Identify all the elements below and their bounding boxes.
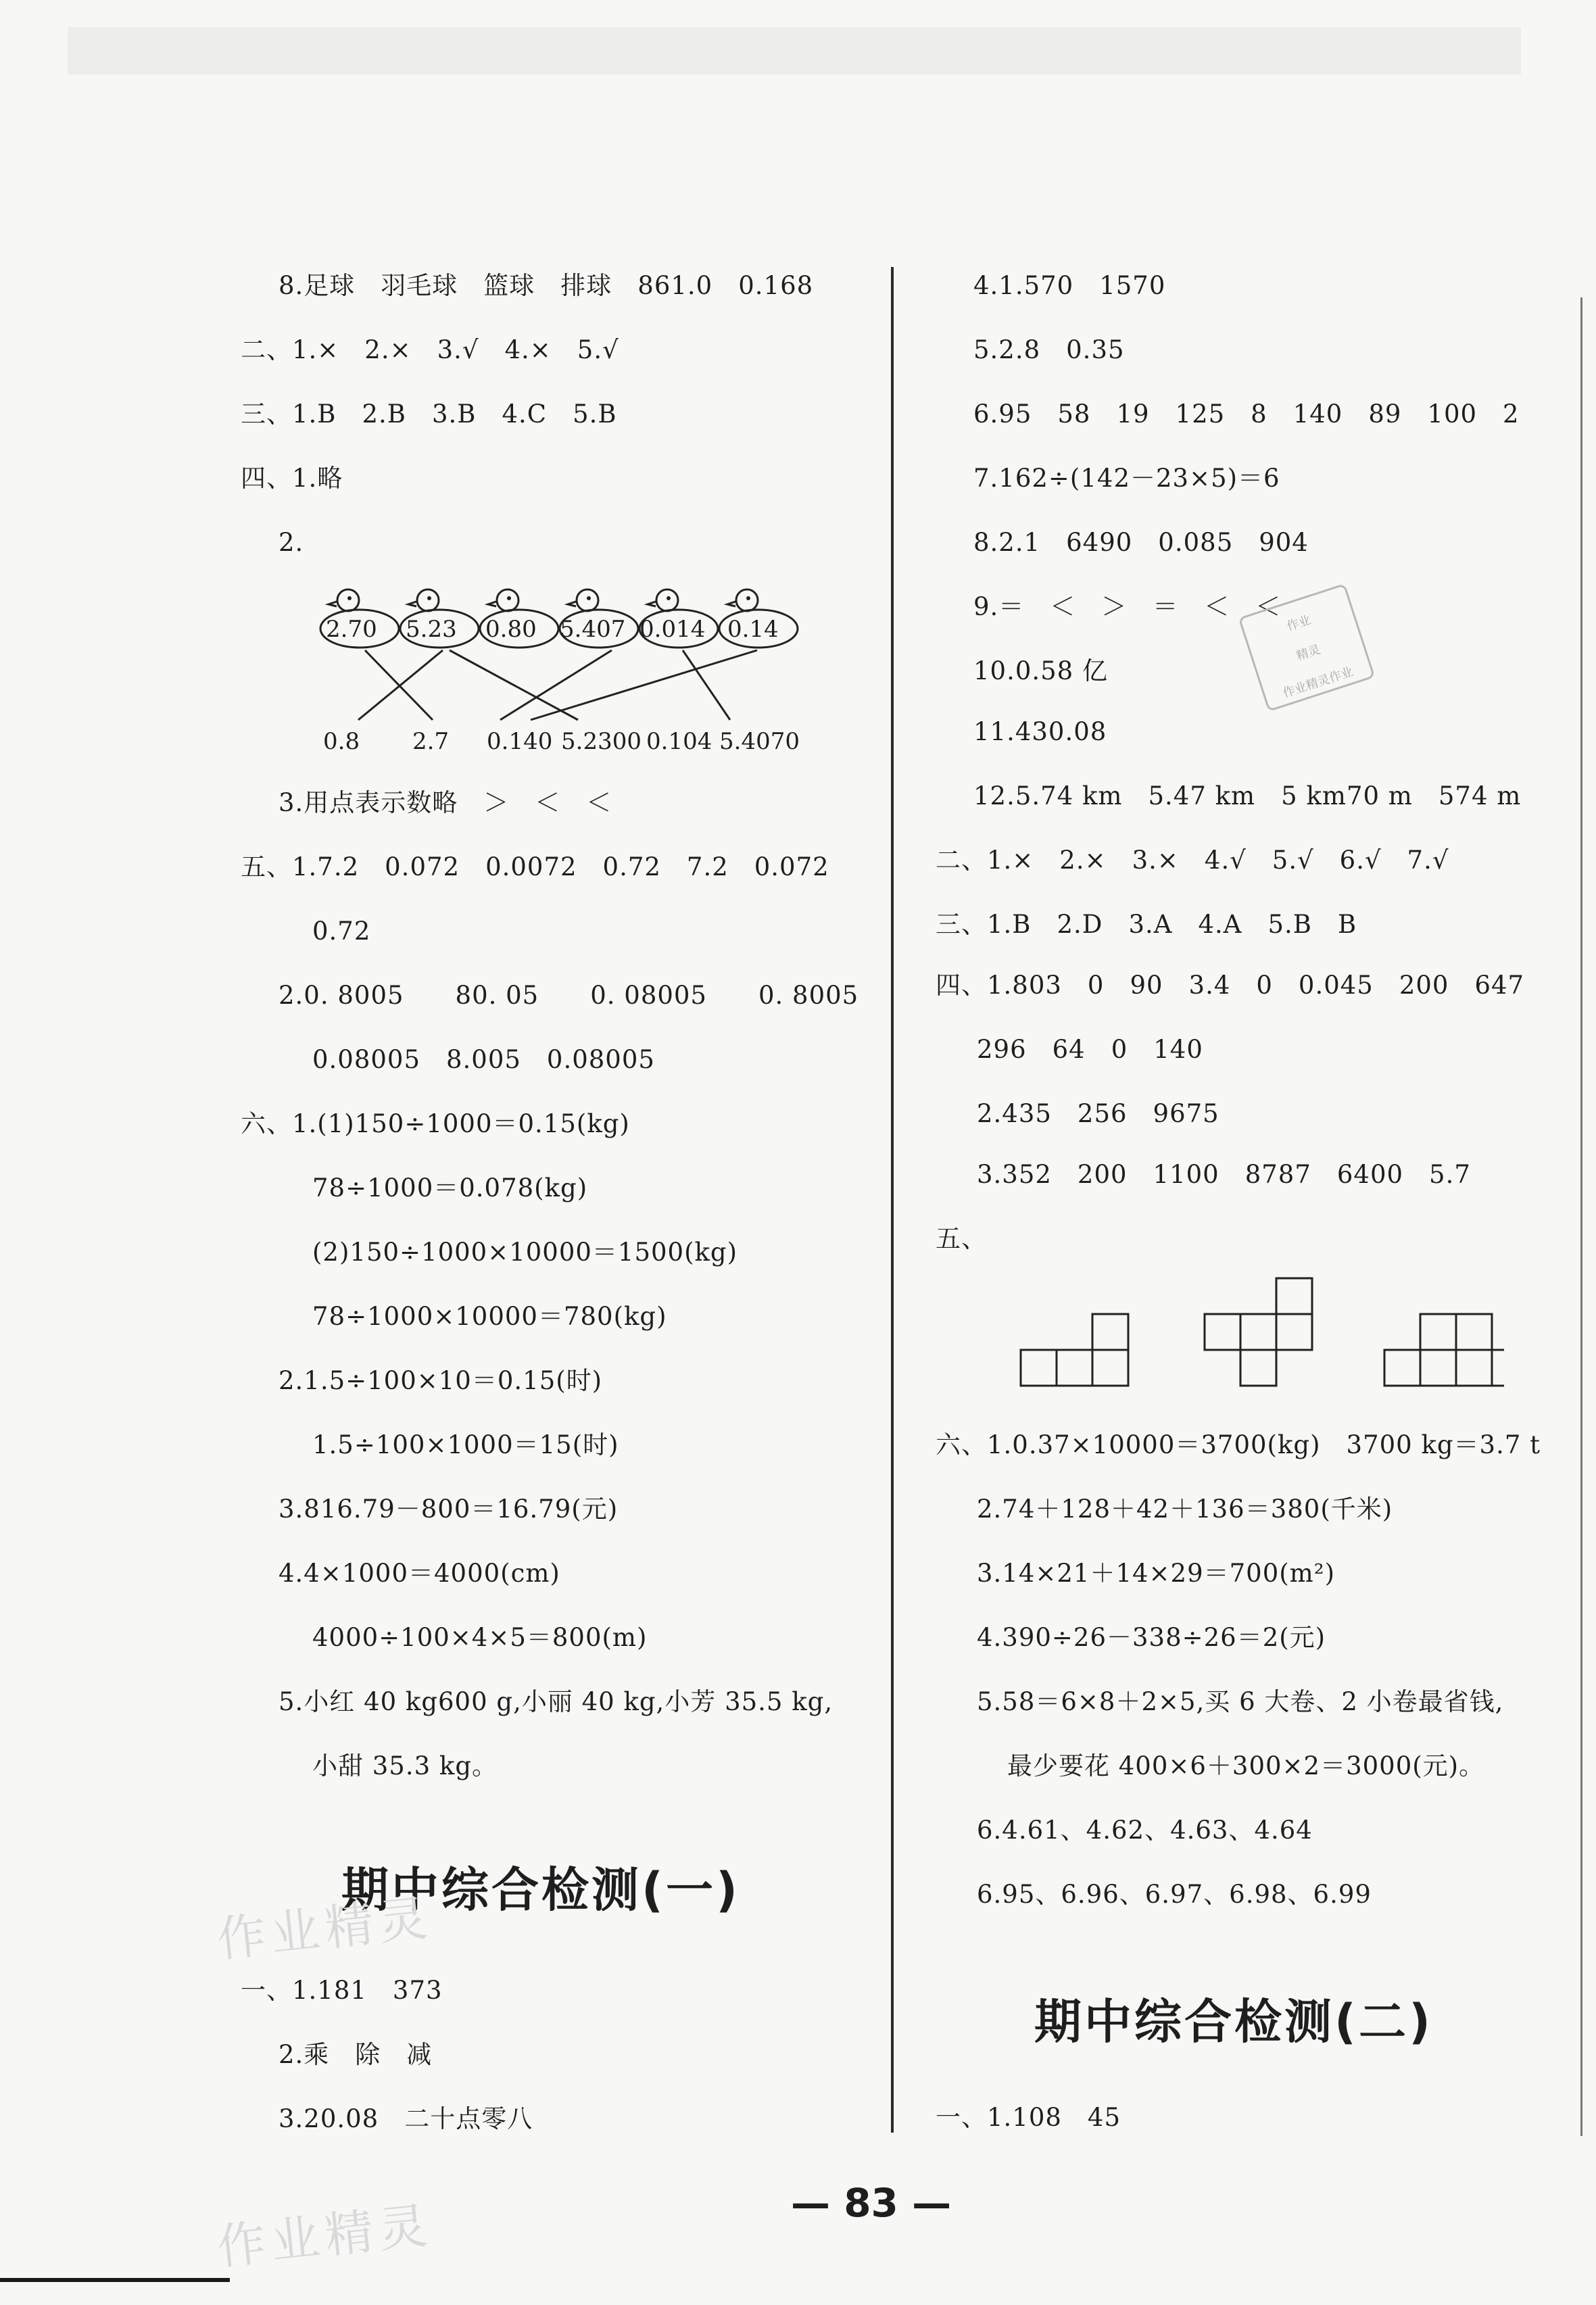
answer-line: 296 64 0 140: [977, 1035, 1203, 1064]
answer-line: 一、1.181 373: [241, 1976, 443, 2005]
answer-line: 3.20.08 二十点零八: [279, 2104, 533, 2133]
answer-line: 一、1.108 45: [936, 2103, 1121, 2132]
net-3: [1384, 1314, 1504, 1386]
net-2: [1205, 1278, 1312, 1386]
answer-line: 0.72: [312, 917, 371, 946]
answer-line: 6.4.61、4.62、4.63、4.64: [977, 1816, 1313, 1845]
stamp-line: 精灵: [1295, 642, 1322, 664]
duck-value: 0.80: [485, 616, 537, 643]
answer-line: 六、1.(1)150÷1000＝0.15(kg): [241, 1109, 630, 1138]
answer-line: 8.2.1 6490 0.085 904: [973, 528, 1309, 557]
answer-line: 8.足球 羽毛球 篮球 排球 861.0 0.168: [279, 271, 814, 300]
matching-lines: [358, 650, 757, 720]
answer-line: 2.乘 除 减: [279, 2040, 433, 2069]
answer-line: 4.390÷26－338÷26＝2(元): [977, 1623, 1326, 1652]
answer-line: 3.816.79－800＝16.79(元): [279, 1495, 619, 1524]
answer-line: 三、1.B 2.D 3.A 4.A 5.B B: [936, 910, 1357, 939]
midterm-2-title: 期中综合检测(二): [1034, 1994, 1433, 2049]
match-value: 0.8: [323, 728, 360, 755]
answer-line: 2.: [279, 528, 304, 557]
answer-line: 2.74＋128＋42＋136＝380(千米): [977, 1495, 1393, 1524]
answer-line: 3.用点表示数略 ＞ ＜ ＜: [279, 788, 612, 817]
answer-line: 3.14×21＋14×29＝700(m²): [977, 1559, 1336, 1588]
match-value: 0.140: [487, 728, 553, 755]
match-value: 5.4070: [719, 728, 800, 755]
answer-line: 6.95、6.96、6.97、6.98、6.99: [977, 1880, 1372, 1909]
page-number: — 83 —: [791, 2180, 952, 2226]
answer-line: 78÷1000×10000＝780(kg): [312, 1302, 667, 1331]
answer-line: (2)150÷1000×10000＝1500(kg): [312, 1238, 738, 1267]
net-1: [1021, 1314, 1128, 1386]
duck-6: [719, 589, 798, 648]
answer-line: 最少要花 400×6＋300×2＝3000(元)。: [1007, 1751, 1485, 1780]
duck-4: [560, 589, 638, 648]
answer-line: 7.162÷(142－23×5)＝6: [973, 464, 1280, 493]
page-edge-line: [1580, 297, 1582, 2136]
answer-line: 四、1.803 0 90 3.4 0 0.045 200 647: [936, 971, 1525, 1000]
answer-line: 11.430.08: [973, 717, 1107, 746]
answer-line: 4.4×1000＝4000(cm): [279, 1559, 560, 1588]
answer-line: 12.5.74 km 5.47 km 5 km70 m 574 m: [973, 781, 1522, 810]
stamp-line: 作业精灵作业: [1281, 664, 1355, 701]
answer-line: 78÷1000＝0.078(kg): [312, 1173, 588, 1203]
answer-line: 五、1.7.2 0.072 0.0072 0.72 7.2 0.072: [241, 852, 829, 881]
answer-line: 2.435 256 9675: [977, 1099, 1219, 1128]
duck-5: [639, 589, 718, 648]
cube-net-figures: [1017, 1271, 1504, 1392]
scan-shadow-top: [68, 27, 1521, 74]
page-number-value: 83: [844, 2180, 898, 2226]
answer-line: 5.小红 40 kg600 g,小丽 40 kg,小芳 35.5 kg,: [279, 1687, 833, 1716]
answer-line: 0.08005 8.005 0.08005: [312, 1045, 655, 1074]
answer-line: 9.＝ ＜ ＞ ＝ ＜ ＜: [973, 592, 1282, 621]
stamp-line: 作业: [1285, 612, 1313, 634]
match-value: 5.2300: [561, 728, 642, 755]
answer-line: 5.2.8 0.35: [973, 335, 1125, 364]
duck-value: 0.014: [639, 616, 706, 643]
answer-line: 五、: [936, 1224, 987, 1253]
answer-line: 5.58＝6×8＋2×5,买 6 大卷、2 小卷最省钱,: [977, 1687, 1504, 1716]
duck-1: [320, 589, 399, 648]
duck-2: [400, 589, 479, 648]
watermark-text: 作业精灵: [214, 1889, 436, 1968]
answer-line: 三、1.B 2.B 3.B 4.C 5.B: [241, 399, 617, 429]
answer-line: 四、1.略: [241, 464, 343, 493]
duck-value: 5.407: [560, 616, 626, 643]
match-value: 0.104: [646, 728, 712, 755]
duck-value: 5.23: [406, 616, 457, 643]
answer-line: 10.0.58 亿: [973, 656, 1108, 685]
duck-matching-figure: [318, 568, 804, 764]
answer-line: 六、1.0.37×10000＝3700(kg) 3700 kg＝3.7 t: [936, 1430, 1541, 1459]
watermark-text: 作业精灵: [214, 2196, 436, 2276]
duck-value: 2.70: [326, 616, 377, 643]
duck-3: [480, 589, 558, 648]
scan-edge-bottom: [0, 2278, 230, 2282]
answer-line: 二、1.× 2.× 3.× 4.√ 5.√ 6.√ 7.√: [936, 846, 1449, 875]
column-divider: [891, 267, 894, 2133]
answer-line: 3.352 200 1100 8787 6400 5.7: [977, 1160, 1471, 1189]
answer-line: 4.1.570 1570: [973, 271, 1166, 300]
midterm-1-title: 期中综合检测(一): [341, 1862, 740, 1918]
answer-line: 1.5÷100×1000＝15(时): [312, 1430, 619, 1459]
answer-line: 2.0. 8005 80. 05 0. 08005 0. 8005: [279, 981, 859, 1010]
answer-line: 小甜 35.3 kg。: [312, 1751, 498, 1780]
answer-line: 二、1.× 2.× 3.√ 4.× 5.√: [241, 335, 619, 364]
answer-line: 4000÷100×4×5＝800(m): [312, 1623, 648, 1652]
match-value: 2.7: [412, 728, 450, 755]
answer-line: 2.1.5÷100×10＝0.15(时): [279, 1366, 603, 1395]
duck-value: 0.14: [727, 616, 779, 643]
answer-line: 6.95 58 19 125 8 140 89 100 2: [973, 399, 1520, 429]
